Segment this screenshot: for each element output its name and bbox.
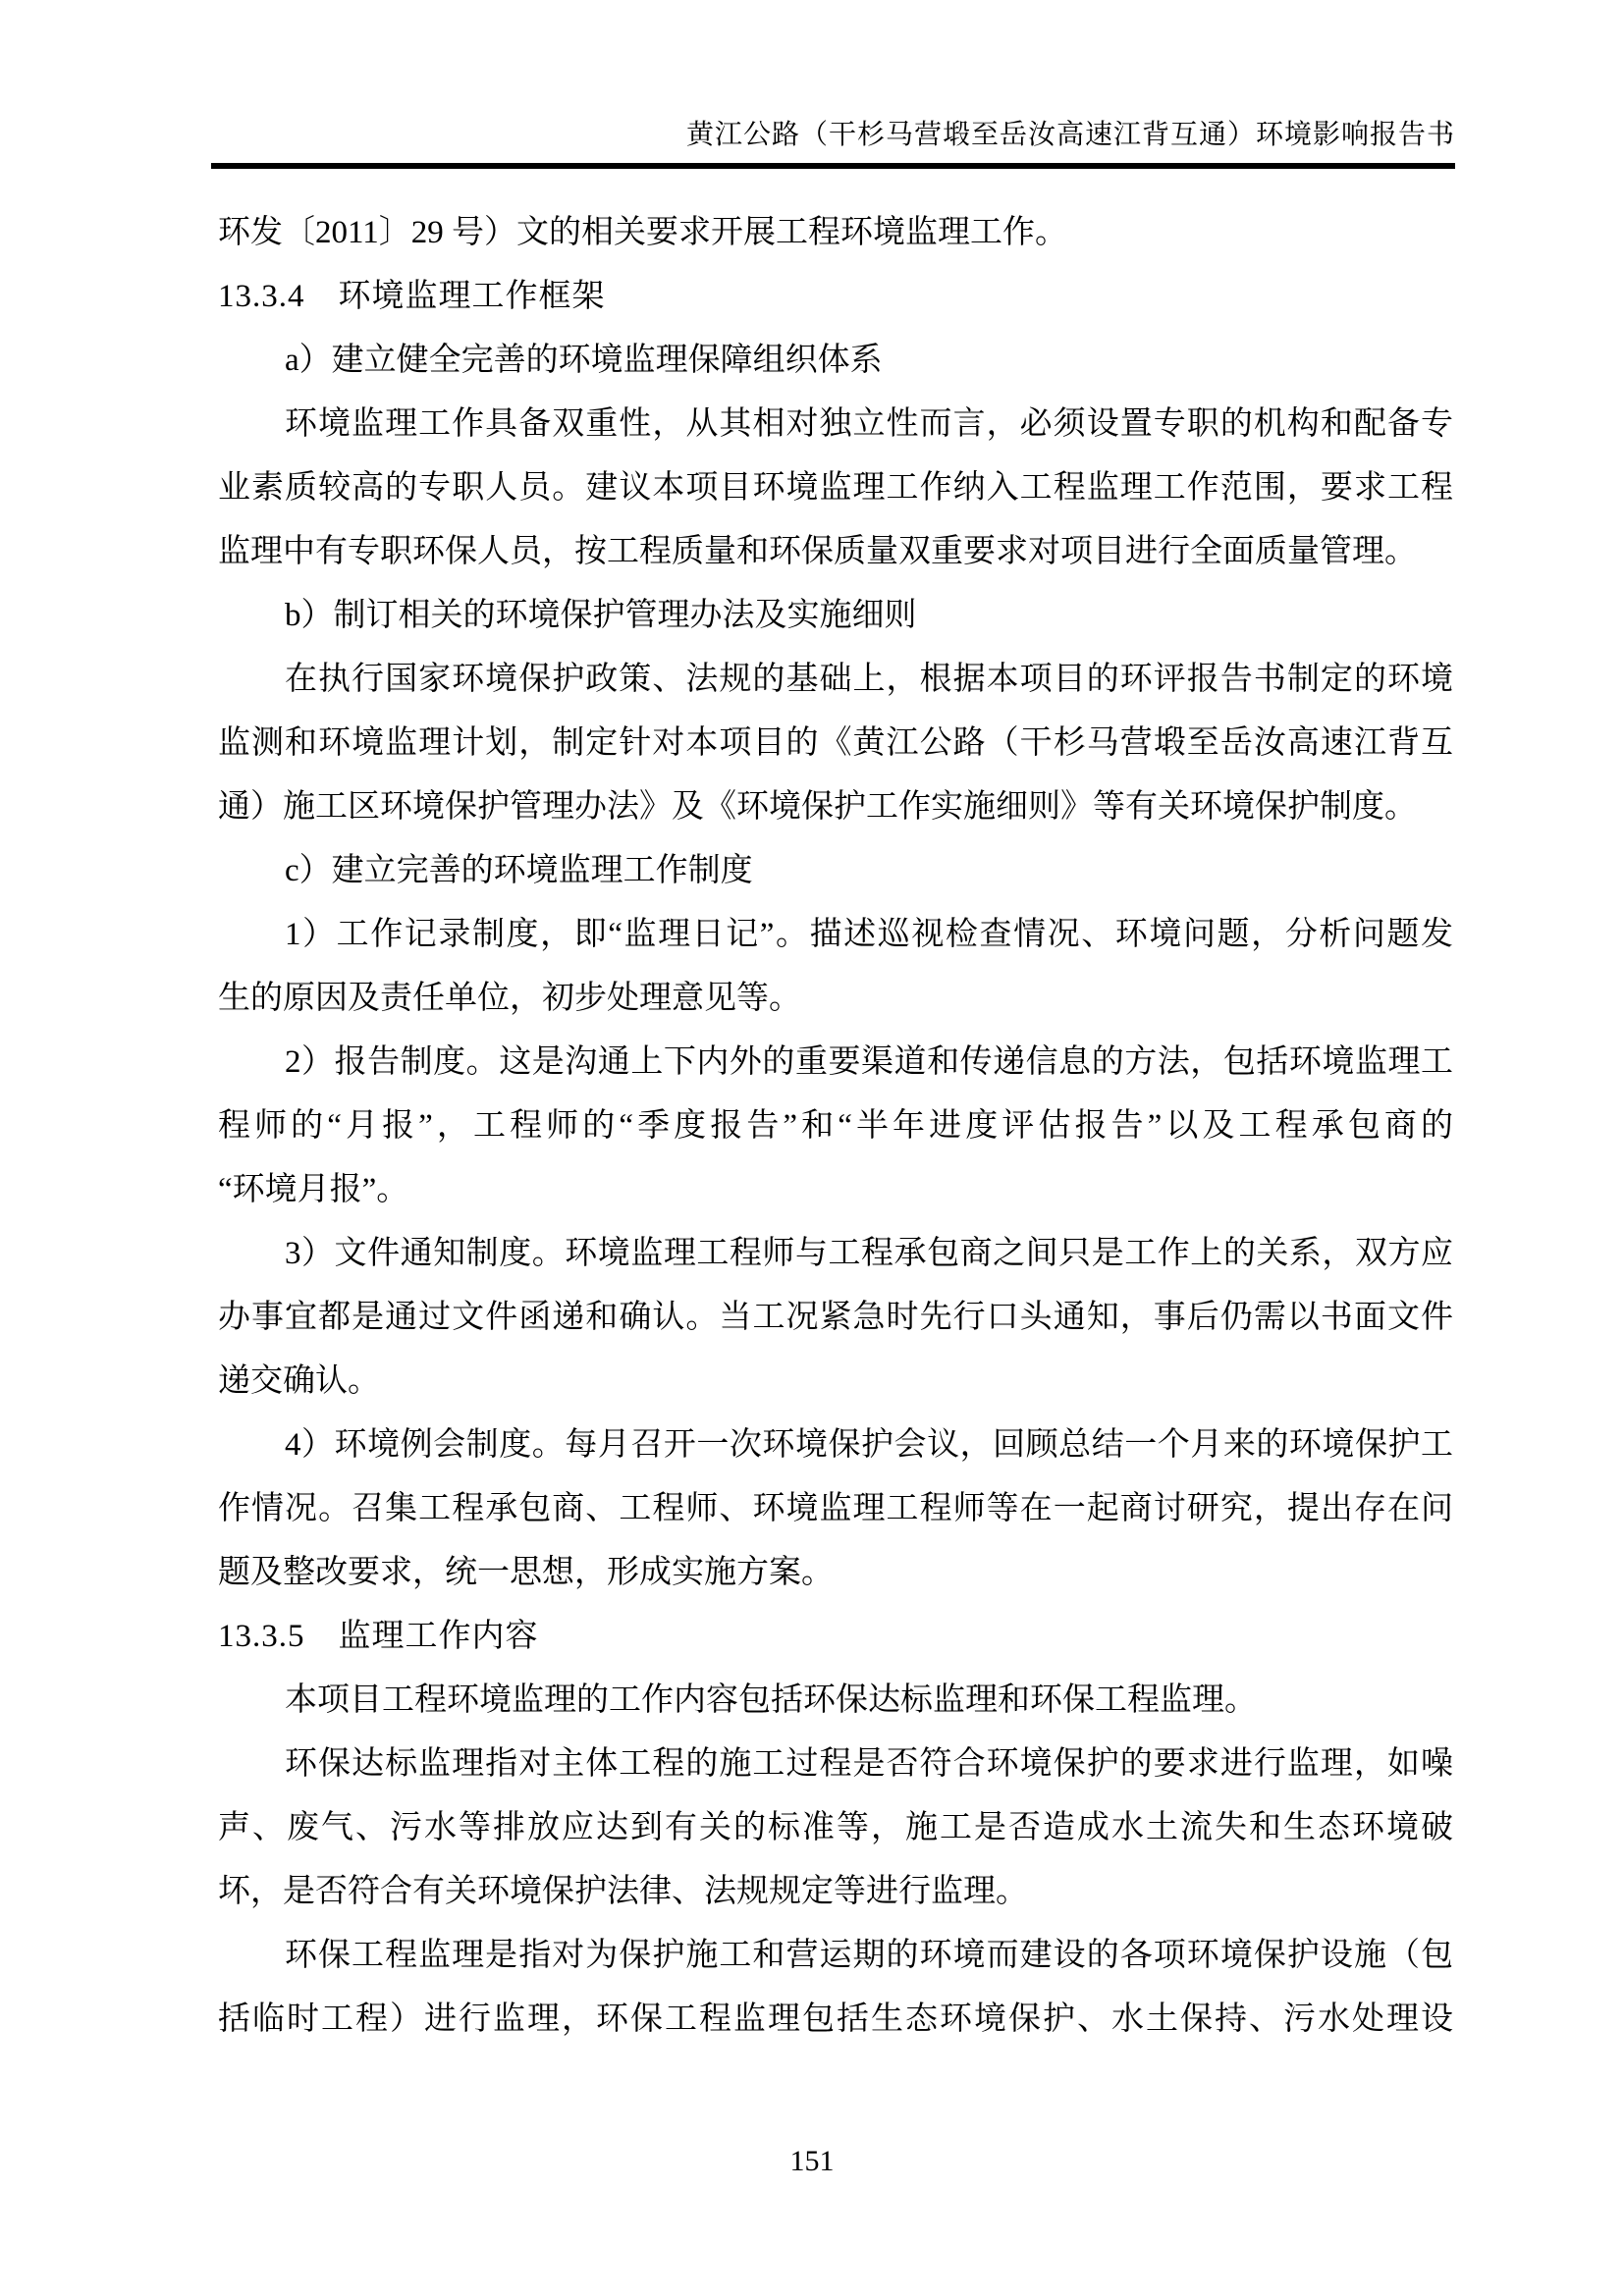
text-line: 在执行国家环境保护政策、法规的基础上，根据本项目的环评报告书制定的环境: [285, 662, 1453, 697]
page-number: 151: [789, 2145, 835, 2177]
text-line: 括临时工程）进行监理，环保工程监理包括生态环境保护、水土保持、污水处理设: [218, 2002, 1453, 2037]
header-title: 黄江公路（干杉马营塅至岳汝高速江背互通）环境影响报告书: [685, 120, 1455, 150]
document-body: [218, 201, 1453, 2052]
text-line: 3）文件通知制度。环境监理工程师与工程承包商之间只是工作上的关系，双方应: [285, 1236, 1453, 1271]
text-line: 2）报告制度。这是沟通上下内外的重要渠道和传递信息的方法，包括环境监理工: [285, 1044, 1453, 1080]
text-line: c）建立完善的环境监理工作制度: [285, 853, 753, 888]
section-heading: 13.3.4 环境监理工作框架: [218, 279, 606, 314]
text-line: “环境月报”。: [218, 1172, 409, 1207]
text-line: 作情况。召集工程承包商、工程师、环境监理工程师等在一起商讨研究，提出存在问: [218, 1491, 1453, 1526]
text-line: b）制订相关的环境保护管理办法及实施细则: [285, 598, 917, 633]
text-line: 环发〔2011〕29 号）文的相关要求开展工程环境监理工作。: [218, 215, 1068, 250]
text-line: 声、废气、污水等排放应达到有关的标准等，施工是否造成水土流失和生态环境破: [218, 1810, 1453, 1845]
text-line: 1）工作记录制度，即“监理日记”。描述巡视检查情况、环境问题，分析问题发: [285, 917, 1453, 952]
text-line: 监测和环境监理计划，制定针对本项目的《黄江公路（干杉马营塅至岳汝高速江背互: [218, 725, 1453, 761]
text-line: 题及整改要求，统一思想，形成实施方案。: [218, 1555, 834, 1590]
text-line: 坏，是否符合有关环境保护法律、法规规定等进行监理。: [218, 1874, 1028, 1909]
text-line: 程师的“月报”，工程师的“季度报告”和“半年进度评估报告”以及工程承包商的: [218, 1108, 1453, 1144]
text-line: a）建立健全完善的环境监理保障组织体系: [285, 343, 883, 378]
page-footer: [0, 2142, 1624, 2181]
text-line: 环保达标监理指对主体工程的施工过程是否符合环境保护的要求进行监理，如噪: [285, 1746, 1453, 1782]
text-line: 监理中有专职环保人员，按工程质量和环保质量双重要求对项目进行全面质量管理。: [218, 534, 1417, 569]
text-line: 环境监理工作具备双重性，从其相对独立性而言，必须设置专职的机构和配备专: [285, 406, 1453, 442]
text-line: 本项目工程环境监理的工作内容包括环保达标监理和环保工程监理。: [285, 1682, 1257, 1718]
text-line: 通）施工区环境保护管理办法》及《环境保护工作实施细则》等有关环境保护制度。: [218, 789, 1417, 825]
page-header: [211, 116, 1455, 169]
text-line: 办事宜都是通过文件函递和确认。当工况紧急时先行口头通知，事后仍需以书面文件: [218, 1300, 1453, 1335]
text-line: 4）环境例会制度。每月召开一次环境保护会议，回顾总结一个月来的环境保护工: [285, 1427, 1453, 1463]
section-heading: 13.3.5 监理工作内容: [218, 1619, 539, 1654]
text-line: 生的原因及责任单位，初步处理意见等。: [218, 981, 801, 1016]
text-line: 递交确认。: [218, 1363, 380, 1399]
text-line: 业素质较高的专职人员。建议本项目环境监理工作纳入工程监理工作范围，要求工程: [218, 470, 1453, 506]
text-line: 环保工程监理是指对为保护施工和营运期的环境而建设的各项环境保护设施（包: [285, 1938, 1453, 1973]
